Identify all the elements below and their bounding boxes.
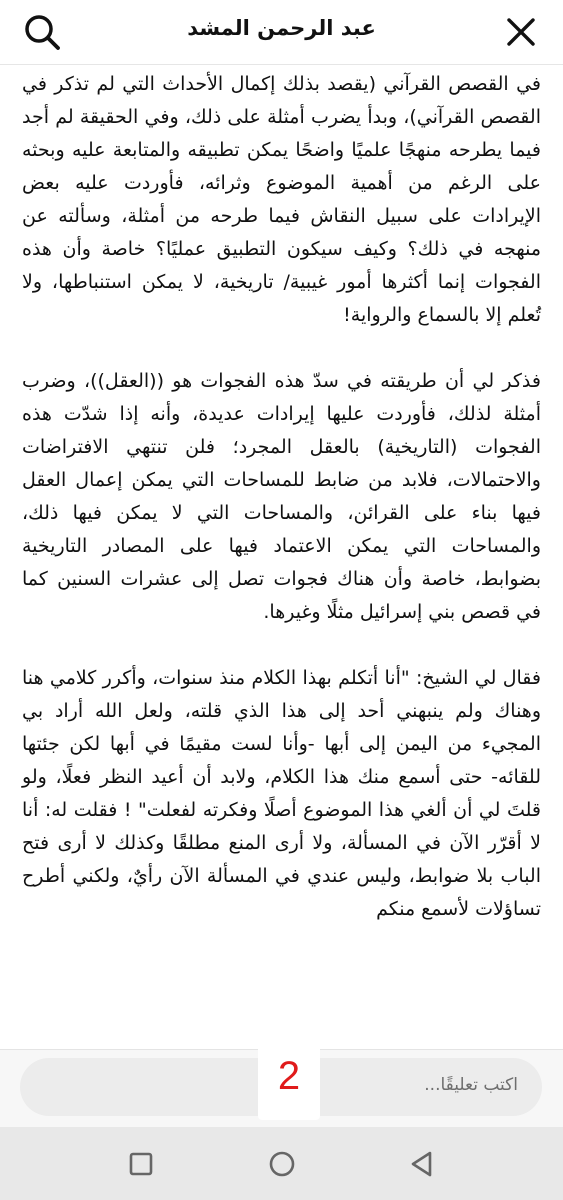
comment-placeholder: اكتب تعليقًا... [424, 1075, 518, 1095]
article-paragraph: في القصص القرآني (يقصد بذلك إكمال الأحداث التي لم تذكر في القصص القرآني)، وبدأ يضرب أمثلة على ذلك، وفي الحقيقة لم أجد فيما يطرحه منهجًا علميًا واضحًا يمكن تطبيقه والمتابعة عليه وبحثه على الرغم من أهمية الموضوع وثرائه، فأوردت عليه بعض الإيرادات على سبيل النقاش فيما طرحه من أمثلة، وسألته عن منهجه في ذلك؟ وكيف سيكون التطبيق عمليًا؟ خاصة وأن هذه الفجوات إنما أكثرها أمور غيبية/ تاريخية، لا يمكن استنباطها، ولا تُعلم إلا بالسماع والرواية! [22, 73, 541, 326]
page-title: عبد الرحمن المشد [187, 16, 376, 40]
system-nav-bar [0, 1127, 563, 1200]
home-icon[interactable] [264, 1146, 300, 1182]
search-icon[interactable] [22, 12, 62, 52]
app-header [0, 0, 563, 65]
article-body [0, 64, 563, 1049]
recents-icon[interactable] [123, 1146, 159, 1182]
back-icon[interactable] [404, 1146, 440, 1182]
annotation-marker [258, 1042, 320, 1120]
close-icon[interactable] [501, 12, 541, 52]
annotation-number: 2 [277, 1054, 301, 1098]
comment-bar [0, 1049, 563, 1128]
article-paragraph: فذكر لي أن طريقته في سدّ هذه الفجوات هو ((العقل))، وضرب أمثلة لذلك، فأوردت عليها إيرادات عديدة، وأنه إذا شدّت هذه الفجوات (التاريخية) بالعقل المجرد؛ فلن تنتهي الافتراضات والاحتمالات، فلابد من ضابط للمساحات التي يمكن إعمال العقل فيها بناء على القرائن، والمساحات التي لا يمكن فيها ذلك، والمساحات التي يمكن الاعتماد فيها على المصادر التاريخية بضوابط، خاصة وأن هناك فجوات تصل إلى عشرات السنين كما في قصص بني إسرائيل مثلًا وغيرها. [22, 370, 541, 623]
article-paragraph: فقال لي الشيخ: "أنا أتكلم بهذا الكلام منذ سنوات، وأكرر كلامي هنا وهناك ولم ينبهني أحد إلى هذا الذي قلته، ولعل الله أراد بي المجيء من اليمن إلى أبها -وأنا لست مقيمًا في أبها لكن جئتها للقائه- حتى أسمع منك هذا الكلام، ولابد أن أعيد النظر فعلًا، ولو قلتَ لي أن ألغي هذا الموضوع أصلًا وفكرته لفعلت" ! فقلت له: أنا لا أقرّر الآن في المسألة، ولا أرى المنع مطلقًا وكذلك لا أرى فتح الباب بلا ضوابط، وليس عندي في المسألة الآن رأيٌ، ولكني أطرح تساؤلات لأسمع منكم [22, 667, 541, 920]
